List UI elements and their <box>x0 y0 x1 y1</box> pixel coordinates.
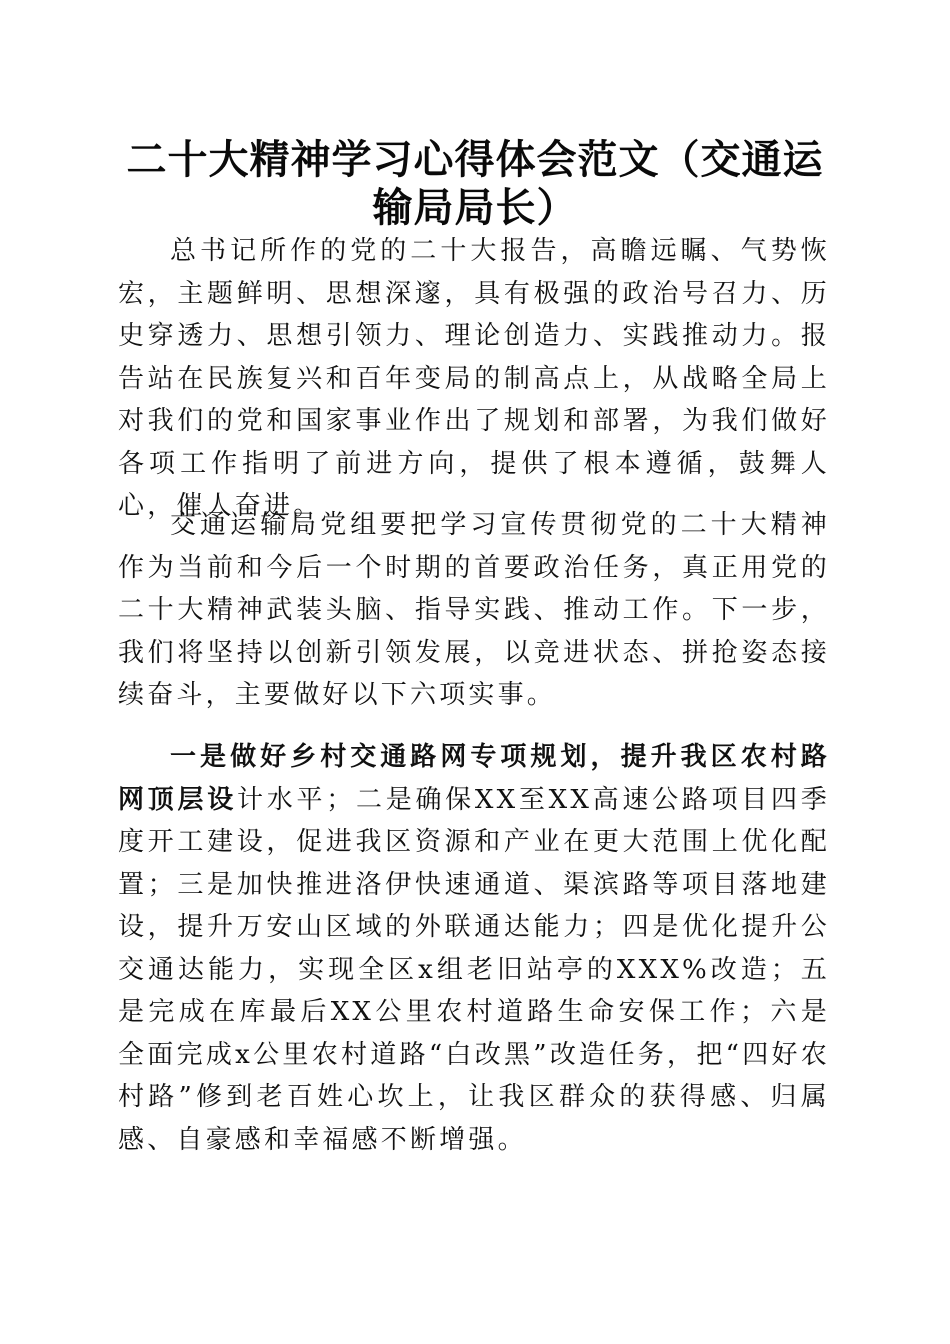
document-title: 二十大精神学习心得体会范文（交通运输局局长） <box>126 137 824 231</box>
paragraph-body: 计水平；二是确保XX至XX高速公路项目四季度开工建设，促进我区资源和产业在更大范围上优化配置；三是加快推进洛伊快速通道、渠滨路等项目落地建设，提升万安山区域的外联通达能力；四是优化提升公交通达能力，实现全区x组老旧站亭的XXX%改造；五是完成在库最后XX公里农村道路生命安保工作；六是全面完成x公里农村道路“白改黑”改造任务，把“四好农村路”修到老百姓心坎上，让我区群众的获得感、归属感、自豪感和幸福感不断增强。 <box>118 784 830 1155</box>
paragraph-intro: 总书记所作的党的二十大报告，高瞻远瞩、气势恢宏，主题鲜明、思想深邃，具有极强的政治号召力、历史穿透力、思想引领力、理论创造力、实践推动力。报告站在民族复兴和百年变局的制高点上，从战略全局上对我们的党和国家事业作出了规划和部署，为我们做好各项工作指明了前进方向，提供了根本遵循，鼓舞人心，催人奋进。 <box>118 236 830 521</box>
paragraph-tasks: 交通运输局党组要把学习宣传贯彻党的二十大精神作为当前和今后一个时期的首要政治任务，真正用党的二十大精神武装头脑、指导实践、推动工作。下一步，我们将坚持以创新引领发展，以竞进状态、拼抢姿态接续奋斗，主要做好以下六项实事。 <box>118 510 830 710</box>
paragraph-lead-bold: 一是做好乡村交通路网专项规划，提升我区农村路网顶层设 <box>118 742 830 815</box>
paragraph-six-items <box>118 736 830 1161</box>
